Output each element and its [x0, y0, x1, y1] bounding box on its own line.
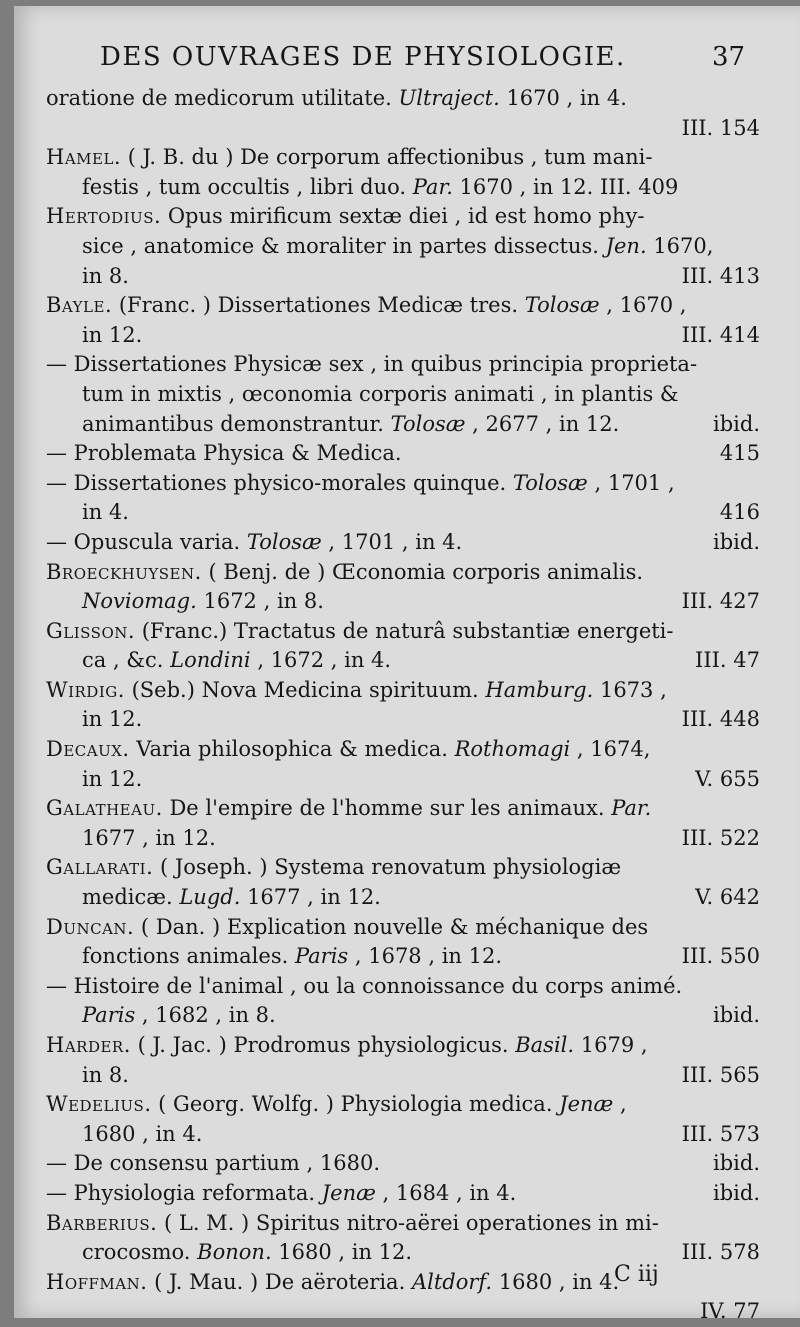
- bibliography-entry: [0, 1209, 800, 1268]
- entry-name: Bayle.: [46, 293, 113, 318]
- entry-ital: Basil.: [515, 1033, 575, 1057]
- entry-right: III. 154: [681, 115, 760, 140]
- entry-right: ibid.: [713, 411, 760, 436]
- bibliography-entry: [0, 439, 800, 469]
- entry-line: [0, 1238, 800, 1268]
- entry-text: animantibus demonstrantur.: [82, 411, 391, 436]
- entry-line: [0, 617, 800, 647]
- entry-line: [0, 735, 800, 765]
- entry-text: ( L. M. ) Spiritus nitro-aërei operationes in mi-: [157, 1210, 659, 1235]
- entry-name: Glisson.: [46, 618, 136, 643]
- bibliography-entry: [0, 84, 800, 143]
- entry-text: in 4.: [82, 500, 129, 525]
- entry-line: [0, 232, 800, 262]
- entry-line: [0, 883, 800, 913]
- entry-name: Hoffman.: [46, 1269, 148, 1294]
- entry-text: Varia philosophica & medica.: [129, 737, 455, 762]
- entry-ital: Rothomagi: [454, 737, 571, 762]
- entry-tail: , 1674,: [570, 737, 651, 762]
- entry-tail: , 1672 , in 4.: [250, 648, 392, 673]
- entry-text: Opus mirificum sextæ diei , id est homo phy-: [161, 204, 645, 229]
- bibliography-entry: [0, 350, 800, 439]
- entry-text: ( Georg. Wolfg. ) Physiologia medica.: [151, 1092, 560, 1117]
- entry-text: 1677 , in 12.: [82, 825, 216, 850]
- entry-line: [0, 646, 800, 676]
- entry-text: — Histoire de l'animal , ou la connoissance du corps animé.: [46, 973, 683, 998]
- entry-line: [0, 587, 800, 617]
- entry-ital: Paris: [294, 944, 349, 969]
- entry-line: [0, 380, 800, 410]
- entry-tail: 1672 , in 8.: [196, 589, 324, 614]
- bibliography-entry: [0, 202, 800, 291]
- entry-text: in 12.: [82, 707, 143, 732]
- entry-text: medicæ.: [82, 885, 180, 910]
- entry-line: [0, 439, 800, 469]
- entry-line: [0, 84, 800, 114]
- entry-name: Broeckhuysen.: [46, 559, 202, 584]
- entry-text: (Franc.) Tractatus de naturâ substantiæ energeti-: [135, 618, 674, 643]
- entry-line: [0, 794, 800, 824]
- bibliography-entry: [0, 1090, 800, 1149]
- entry-right: V. 642: [695, 885, 760, 910]
- entry-text: crocosmo.: [82, 1240, 198, 1265]
- entry-ital: Bonon.: [197, 1240, 272, 1265]
- entry-line: [0, 913, 800, 943]
- entry-ital: Par.: [412, 174, 453, 199]
- entry-text: in 8.: [82, 263, 129, 288]
- entry-name: Wirdig.: [46, 677, 125, 702]
- entry-name: Hertodius.: [46, 204, 162, 229]
- entry-line: [0, 498, 800, 528]
- entry-tail: , 1678 , in 12.: [348, 944, 503, 969]
- entry-text: — Problemata Physica & Medica.: [46, 441, 402, 466]
- entry-line: [0, 350, 800, 380]
- entry-right: III. 573: [681, 1121, 760, 1146]
- entry-ital: Lugd.: [179, 885, 241, 910]
- entry-ital: Ultraject.: [398, 86, 500, 110]
- entry-text: in 12.: [82, 322, 143, 347]
- entry-tail: 1670 , in 4.: [499, 86, 627, 110]
- entry-right: V. 655: [695, 766, 760, 791]
- entry-right: III. 522: [681, 825, 760, 850]
- entry-line: [0, 173, 800, 203]
- entry-right: III. 414: [681, 322, 760, 347]
- entry-line: [0, 1031, 800, 1061]
- bibliography-entry: [0, 913, 800, 972]
- entry-line: [0, 1090, 800, 1120]
- entry-right: ibid.: [713, 1003, 760, 1028]
- entry-tail: ,: [613, 1092, 627, 1117]
- bibliography-entry: [0, 1031, 800, 1090]
- entry-line: [0, 765, 800, 795]
- entry-line: [0, 705, 800, 735]
- entry-line: [0, 1209, 800, 1239]
- entry-ital: Londini: [170, 648, 251, 673]
- entry-right: III. 565: [681, 1062, 760, 1087]
- entry-tail: 1670,: [646, 233, 714, 258]
- entry-line: [0, 114, 800, 144]
- bibliography-entry: [0, 676, 800, 735]
- bibliography-entry: [0, 1268, 800, 1327]
- bibliography-entry: [0, 143, 800, 202]
- entry-line: [0, 1061, 800, 1091]
- signature-mark: C iij: [614, 1262, 659, 1287]
- entry-ital: Jenæ: [559, 1092, 614, 1117]
- entry-right: III. 47: [695, 648, 760, 673]
- entry-text: in 12.: [82, 766, 143, 791]
- entry-tail: 1680 , in 12.: [271, 1240, 413, 1265]
- entry-ital: Jenæ: [321, 1180, 376, 1205]
- entry-tail: , 1684 , in 4.: [375, 1180, 517, 1205]
- entry-text: ( Dan. ) Explication nouvelle & méchanique des: [134, 914, 649, 939]
- entry-tail: , 1670 ,: [599, 293, 687, 318]
- entry-ital: Noviomag.: [82, 589, 197, 614]
- entry-text: ca , &c.: [82, 648, 171, 673]
- bibliography-entry: [0, 972, 800, 1031]
- entry-right: ibid.: [713, 1151, 760, 1176]
- entry-right: III. 427: [681, 589, 760, 614]
- entry-line: [0, 291, 800, 321]
- entry-right: 415: [719, 441, 760, 466]
- entry-name: Duncan.: [46, 914, 135, 939]
- entry-line: [0, 1001, 800, 1031]
- entry-line: [0, 202, 800, 232]
- entry-line: [0, 972, 800, 1002]
- entry-text: fonctions animales.: [82, 944, 295, 969]
- entry-ital: Hamburg.: [485, 677, 594, 702]
- bibliography-entry: [0, 528, 800, 558]
- bibliography-entry: [0, 1149, 800, 1179]
- entry-tail: , 1701 , in 4.: [321, 529, 463, 554]
- entry-tail: 1670 , in 12. III. 409: [452, 174, 679, 199]
- entry-text: — Opuscula varia.: [46, 529, 247, 554]
- entry-name: Decaux.: [46, 737, 130, 762]
- entry-name: Gallarati.: [46, 855, 154, 880]
- entry-text: festis , tum occultis , libri duo.: [82, 174, 413, 199]
- entry-line: [0, 824, 800, 854]
- entry-text: — Dissertationes Physicæ sex , in quibus principia proprieta-: [46, 352, 698, 377]
- entry-text: oratione de medicorum utilitate.: [46, 86, 399, 110]
- entry-right: 416: [719, 500, 760, 525]
- entry-tail: 1673 ,: [593, 677, 667, 702]
- entry-ital: Altdorf.: [411, 1269, 493, 1294]
- entry-tail: , 2677 , in 12.: [465, 411, 620, 436]
- entry-line: [0, 942, 800, 972]
- entry-right: III. 578: [681, 1240, 760, 1265]
- entry-line: [0, 262, 800, 292]
- entry-ital: Par.: [611, 796, 652, 821]
- entry-ital: Tolosæ: [512, 470, 588, 495]
- entry-line: [0, 321, 800, 351]
- entry-text: De l'empire de l'homme sur les animaux.: [162, 796, 612, 821]
- entry-text: — Dissertationes physico-morales quinque.: [46, 470, 513, 495]
- entry-line: [0, 1120, 800, 1150]
- entry-tail: , 1701 ,: [587, 470, 675, 495]
- bibliography-entry: [0, 558, 800, 617]
- bibliography-entry: [0, 853, 800, 912]
- entry-tail: 1680 , in 4.: [492, 1269, 620, 1294]
- entry-text: ( J. B. du ) De corporum affectionibus , tum mani-: [121, 145, 653, 170]
- running-title: DES OUVRAGES DE PHYSIOLOGIE.: [100, 42, 626, 72]
- entry-line: [0, 143, 800, 173]
- bibliography-entry: [0, 617, 800, 676]
- entry-text: in 8.: [82, 1062, 129, 1087]
- entry-line: [0, 853, 800, 883]
- entry-tail: , 1682 , in 8.: [135, 1003, 276, 1028]
- entry-line: [0, 410, 800, 440]
- entry-text: (Seb.) Nova Medicina spirituum.: [124, 677, 486, 702]
- entry-tail: 1677 , in 12.: [240, 885, 381, 910]
- entry-text: 1680 , in 4.: [82, 1121, 203, 1146]
- bibliography-list: [0, 84, 800, 1327]
- entry-tail: 1679 ,: [574, 1033, 648, 1057]
- entry-text: (Franc. ) Dissertationes Medicæ tres.: [112, 293, 525, 318]
- entry-ital: Tolosæ: [524, 293, 600, 318]
- entry-text: ( Benj. de ) Œconomia corporis animalis.: [201, 559, 644, 584]
- entry-ital: Tolosæ: [390, 411, 466, 436]
- entry-name: Harder.: [46, 1033, 131, 1057]
- entry-text: ( J. Jac. ) Prodromus physiologicus.: [130, 1033, 516, 1057]
- bibliography-entry: [0, 794, 800, 853]
- entry-line: [0, 676, 800, 706]
- entry-ital: Tolosæ: [246, 529, 322, 554]
- running-header: [0, 42, 800, 82]
- entry-line: [0, 558, 800, 588]
- entry-ital: Paris: [82, 1003, 136, 1028]
- bibliography-entry: [0, 735, 800, 794]
- entry-text: tum in mixtis , œconomia corporis animati , in plantis &: [82, 381, 679, 406]
- entry-right: ibid.: [713, 1180, 760, 1205]
- entry-line: [0, 528, 800, 558]
- entry-text: ( J. Mau. ) De aëroteria.: [147, 1269, 412, 1294]
- bibliography-entry: [0, 291, 800, 350]
- entry-line: [0, 1149, 800, 1179]
- entry-name: Wedelius.: [46, 1092, 152, 1117]
- page-number: 37: [712, 42, 746, 72]
- entry-text: sice , anatomice & moraliter in partes dissectus.: [82, 233, 606, 258]
- entry-ital: Jen.: [605, 233, 647, 258]
- entry-line: [0, 1179, 800, 1209]
- bibliography-entry: [0, 1179, 800, 1209]
- entry-line: [0, 1268, 800, 1298]
- entry-line: [0, 1297, 800, 1327]
- entry-right: IV. 77: [700, 1299, 760, 1324]
- entry-right: ibid.: [713, 529, 760, 554]
- bibliography-entry: [0, 469, 800, 528]
- entry-name: Hamel.: [46, 145, 122, 170]
- entry-text: — Physiologia reformata.: [46, 1180, 322, 1205]
- entry-text: — De consensu partium , 1680.: [46, 1151, 380, 1176]
- entry-name: Barberius.: [46, 1210, 158, 1235]
- entry-right: III. 448: [681, 707, 760, 732]
- entry-name: Galatheau.: [46, 796, 163, 821]
- entry-line: [0, 469, 800, 499]
- entry-right: III. 550: [681, 944, 760, 969]
- entry-text: ( Joseph. ) Systema renovatum physiologiæ: [153, 855, 622, 880]
- entry-right: III. 413: [681, 263, 760, 288]
